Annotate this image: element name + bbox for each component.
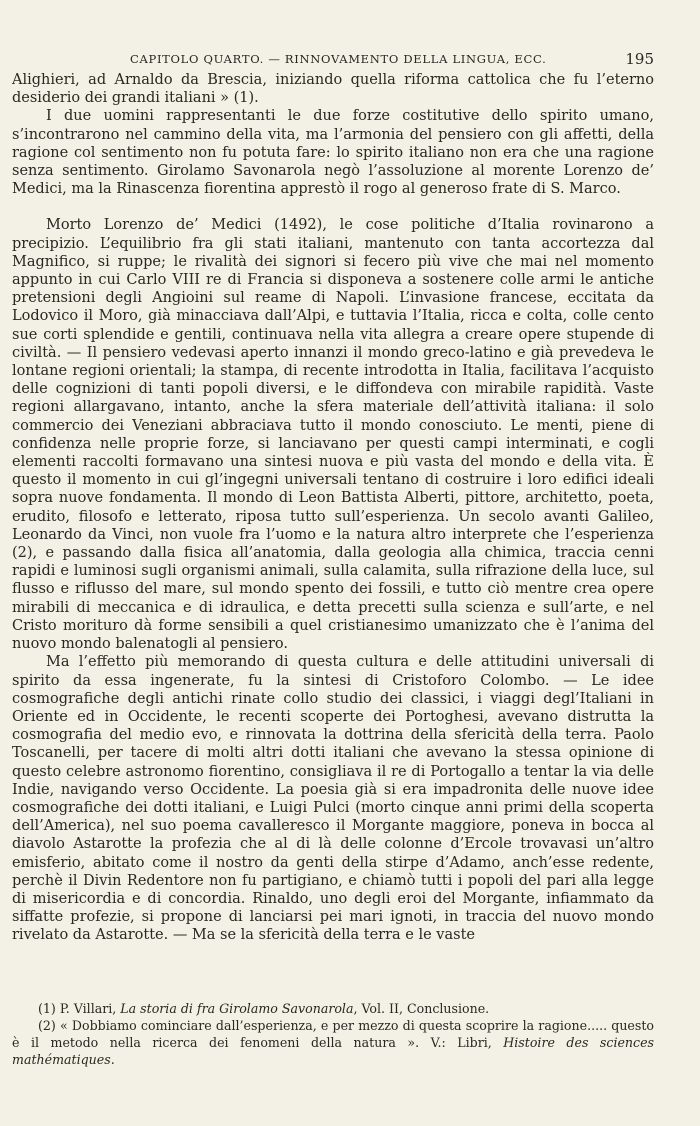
running-head: [12, 52, 654, 70]
footnote-2-text: (2) « Dobbiamo cominciare dall’esperienza, e per mezzo di questa scoprire la ragione..... questo è il metodo nella ricerca dei fenomeni della natura ». V.: Libri,: [12, 1018, 654, 1050]
footnote-2-suffix: .: [110, 1052, 115, 1067]
paragraph-continuation: Alighieri, ad Arnaldo da Brescia, iniziando quella riforma cattolica che fu l’eterno desiderio dei grandi italiani » (1).: [12, 72, 654, 107]
running-title: CAPITOLO QUARTO. — RINNOVAMENTO DELLA LINGUA, ECC.: [130, 52, 547, 66]
paragraph: I due uomini rappresentanti le due forze costitutive dello spirito umano, s’incontrarono nel cammino della vita, ma l’armonia del pensiero con gli affetti, della ragione col sentimento non fu potuta fare: lo spirito italiano non era che una ragione senza sentimento. Girolamo Savonarola negò l’assoluzione al morente Lorenzo de’ Medici, ma la Rinascenza fiorentina apprestò il rogo al generoso frate di S. Marco.: [12, 108, 654, 198]
footnote-2-title: Histoire des sciences mathématiques: [12, 1035, 655, 1067]
page-number: 195: [625, 50, 654, 68]
footnotes: [12, 1000, 654, 1068]
footnote-1-suffix: , Vol. II, Conclusione.: [353, 1001, 490, 1016]
paragraph: Morto Lorenzo de’ Medici (1492), le cose politiche d’Italia rovinarono a precipizio. L’equilibrio fra gli stati italiani, mantenuto con tanta accortezza dal Magnifico, si ruppe; le rivalità dei signori si fecero più vive che mai nel momento appunto in cui Carlo VIII re di Francia si disponeva a sostenere colle armi le antiche pretensioni degli Angioini sul reame di Napoli. L’invasione francese, eccitata da Lodovico il Moro, già minacciava dall’Alpi, e tuttavia l’Italia, ricca e colta, colle cento sue corti splendide e gentili, continuava nella vita allegra a creare opere stupende di civiltà. — Il pensiero vedevasi aperto innanzi il mondo greco-latino e già prevedeva le lontane regioni orientali; la stampa, di recente introdotta in Italia, facilitava l’acquisto delle cognizioni di tanti popoli diversi, e le diffondeva con mirabile rapidità. Vaste regioni allargavano, intanto, anche la sfera materiale dell’attività italiana: il solo commercio dei Veneziani abbraciava tutto il mondo conosciuto. Le menti, piene di confidenza nelle proprie forze, si lanciavano per questi campi interminati, e cogli elementi raccolti formavano una sintesi nuova e più vasta del mondo e della vita. È questo il momento in cui gl’ingegni universali tentano di costruire i loro edifici ideali sopra nuove fondamenta. Il mondo di Leon Battista Alberti, pittore, architetto, poeta, erudito, filosofo e letterato, riposa tutto sull’esperienza. Un secolo avanti Galileo, Leonardo da Vinci, non vuole fra l’uomo e la natura altro interprete che l’esperienza (2), e passando dalla fisica all’anatomia, dalla geologia alla chimica, traccia cenni rapidi e luminosi sugli organismi animali, sulla calamita, sulla rifrazione della luce, sul flusso e riflusso del mare, sul mondo spento dei fossili, e tutto ciò mentre crea opere mirabili di meccanica e di idraulica, e detta precetti sulla scienza e sull’arte, e nel Cristo moriturо dà forme sensibili a quel cristianesimo umanizzato che è l’anima del nuovo mondo balenatogli al pensiero.: [12, 217, 654, 653]
paragraph: Ma l’effetto più memorando di questa cultura e delle attitudini universali di spirito da essa ingenerate, fu la sintesi di Cristoforo Colombo. — Le idee cosmografiche degli antichi rinate collo studio dei classici, i viaggi degl’Italiani in Oriente ed in Occidente, le recenti scoperte dei Portoghesi, avevano distrutta la cosmografia del medio evo, e rinnovata la dottrina della sfericità della terra. Paolo Toscanelli, per tacere di molti altri dotti italiani che avevano la stessa opinione di questo celebre astronomo fiorentino, consigliava il re di Portogallo a tentar la via delle Indie, navigando verso Occidente. La poesia già si era impadronita delle nuove idee cosmografiche dei dotti italiani, e Luigi Pulci (morto cinque anni primi della scoperta dell’America), nel suo poema cavalleresco il Morgante maggiore, poneva in bocca al diavolo Astarotte la profezia che al di là delle colonne d’Ercole trovavasi un’altro emisferio, abitato come il nostro da genti della stirpe d’Adamo, anch’esse redente, perchè il Divin Redentore non fu partigiano, e chiamò tutti i popoli del pari alla legge di misericordia e di concordia. Rinaldo, uno degli eroi del Morgante, infiammato da siffatte profezie, si propone di lanciarsi pei mari ignoti, in traccia del nuovo mondo rivelato da Astarotte. — Ma se la sfericità della terra e le vaste: [12, 654, 654, 944]
footnote-1: [12, 1000, 654, 1017]
footnote-1-prefix: (1) P. Villari,: [38, 1001, 121, 1016]
body-text: [12, 71, 654, 945]
footnote-1-title: La storia di fra Girolamo Savonarola: [120, 1001, 354, 1016]
footnote-2: [12, 1017, 654, 1068]
